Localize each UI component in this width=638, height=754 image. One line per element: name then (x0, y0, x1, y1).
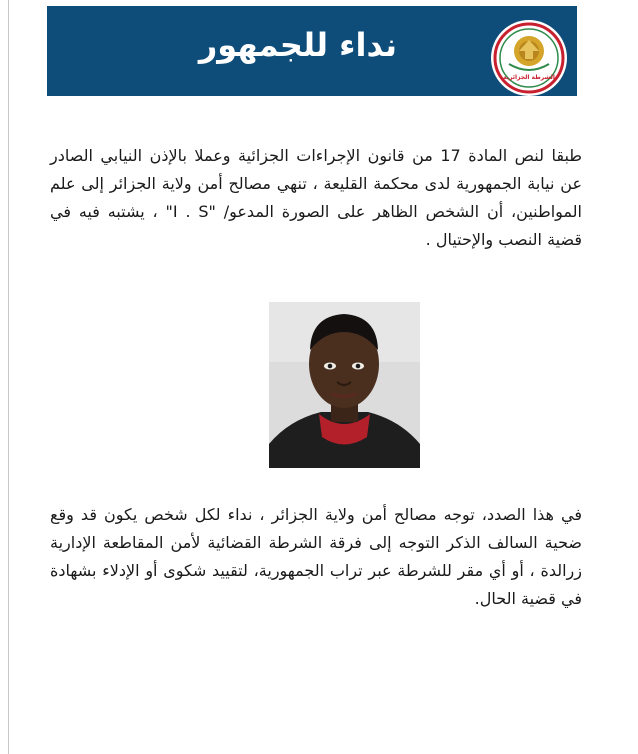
suspect-photo (269, 302, 420, 468)
notice-paragraph-1: طبقا لنص المادة 17 من قانون الإجراءات الجزائية وعملا بالإذن النيابي الصادر عن نيابة الجمهورية لدى محكمة القليعة ، تنهي مصالح أمن ولاية الجزائر إلى علم المواطنين، أن الشخص الظاهر على الصورة المدعو/ "I . S" ، يشتبه فيه في قضية النصب والإحتيال . (50, 146, 583, 249)
header-banner (47, 6, 577, 96)
notice-paragraph-2: في هذا الصدد، توجه مصالح أمن ولاية الجزائر ، نداء لكل شخص يكون قد وقع ضحية السالف الذكر التوجه إلى فرقة الشرطة القضائية لأمن المقاطعة الإدارية زرالدة ، أو أي مقر للشرطة عبر تراب الجمهورية، لتقييد شكوى أو الإدلاء بشهادة في قضية الحال. (50, 505, 582, 608)
emblem-caption: الشرطة الجزائرية (503, 74, 555, 81)
police-emblem-logo (489, 18, 569, 98)
banner-title: نداء للجمهور (198, 26, 397, 64)
page-left-border (8, 0, 9, 754)
